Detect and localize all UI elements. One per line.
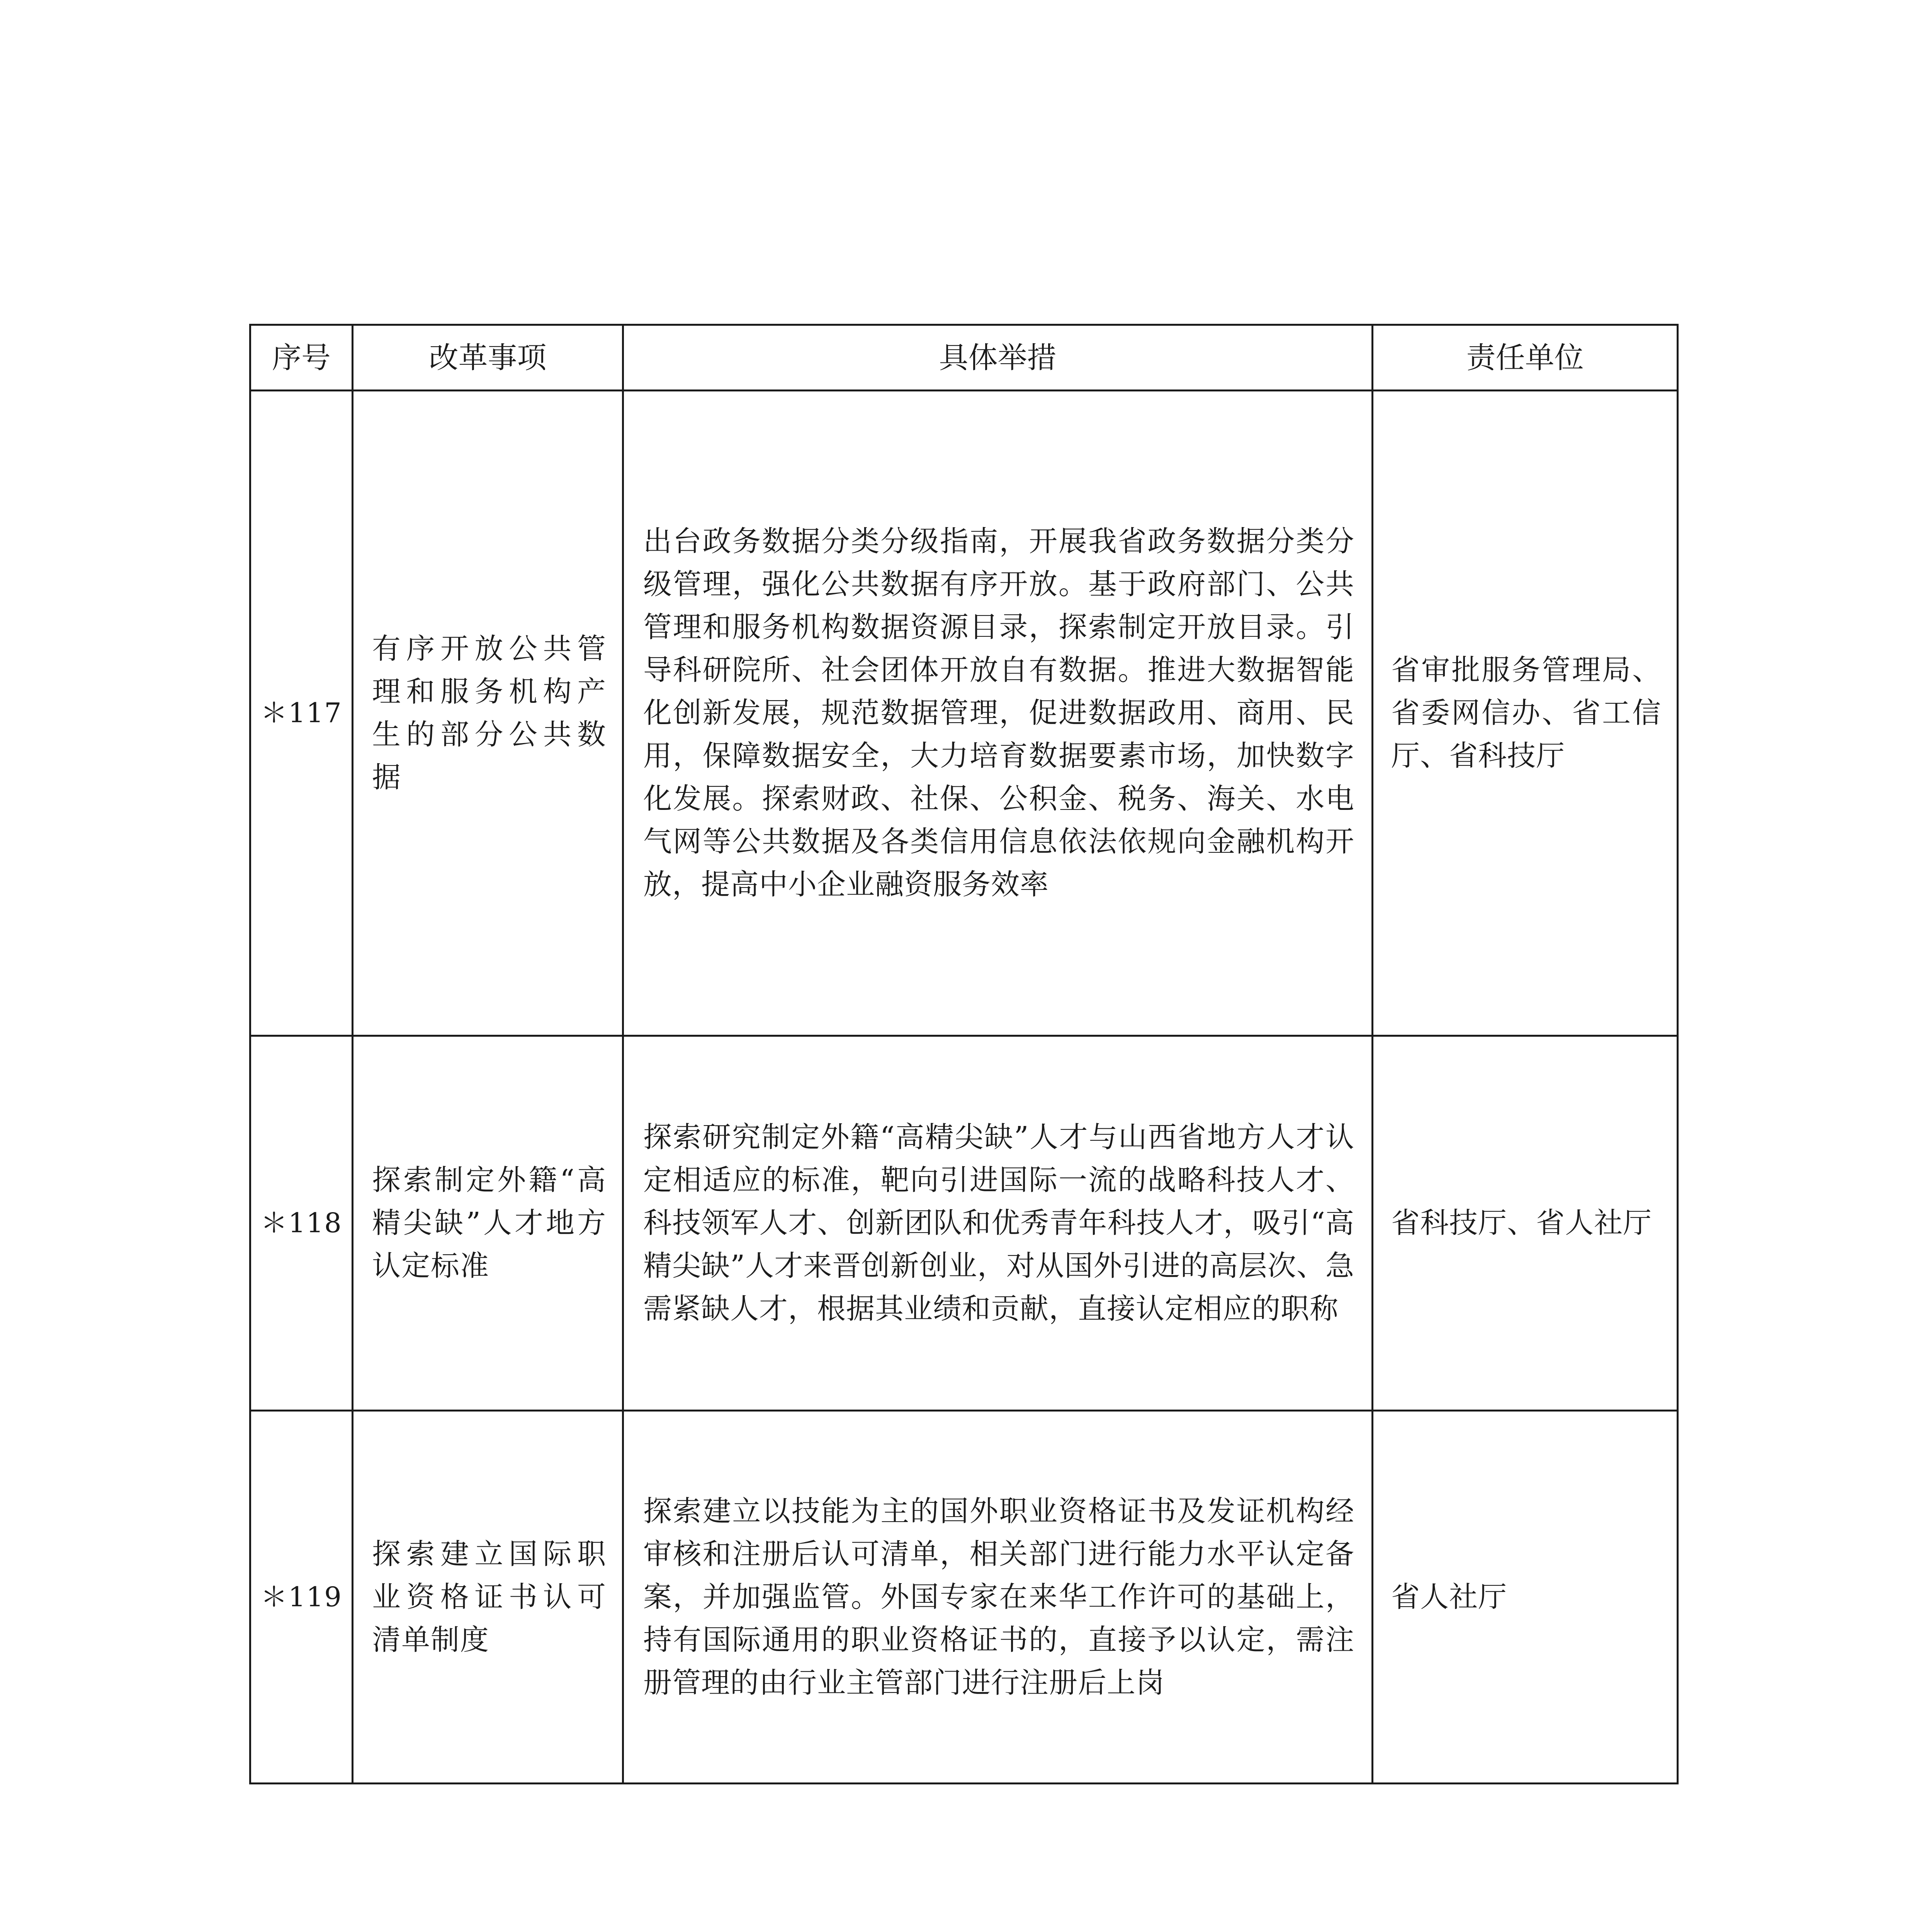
header-serial-number: 序号 (250, 325, 353, 391)
table-row (250, 391, 1678, 1036)
table-header-row (250, 325, 1678, 391)
row-serial-number: ＊119 (250, 1411, 353, 1784)
row-reform-item: 探索制定外籍“高精尖缺”人才地方认定标准 (353, 1036, 623, 1411)
header-reform-item: 改革事项 (353, 325, 623, 391)
row-serial-number: ＊118 (250, 1036, 353, 1411)
row-specific-measures: 探索研究制定外籍“高精尖缺”人才与山西省地方人才认定相适应的标准，靶向引进国际一流的战略科技人才、科技领军人才、创新团队和优秀青年科技人才，吸引“高精尖缺”人才来晋创新创业，对从国外引进的高层次、急需紧缺人才，根据其业绩和贡献，直接认定相应的职称 (623, 1036, 1373, 1411)
row-specific-measures: 探索建立以技能为主的国外职业资格证书及发证机构经审核和注册后认可清单，相关部门进行能力水平认定备案，并加强监管。外国专家在来华工作许可的基础上，持有国际通用的职业资格证书的，直接予以认定，需注册管理的由行业主管部门进行注册后上岗 (623, 1411, 1373, 1784)
row-responsible-unit: 省科技厅、省人社厅 (1373, 1036, 1678, 1411)
reform-measures-table (249, 324, 1679, 1784)
row-responsible-unit: 省人社厅 (1373, 1411, 1678, 1784)
row-specific-measures: 出台政务数据分类分级指南，开展我省政务数据分类分级管理，强化公共数据有序开放。基于政府部门、公共管理和服务机构数据资源目录，探索制定开放目录。引导科研院所、社会团体开放自有数据。推进大数据智能化创新发展，规范数据管理，促进数据政用、商用、民用，保障数据安全，大力培育数据要素市场，加快数字化发展。探索财政、社保、公积金、税务、海关、水电气网等公共数据及各类信用信息依法依规向金融机构开放，提高中小企业融资服务效率 (623, 391, 1373, 1036)
header-responsible-unit: 责任单位 (1373, 325, 1678, 391)
row-serial-number: ＊117 (250, 391, 353, 1036)
table-row (250, 1036, 1678, 1411)
table-row (250, 1411, 1678, 1784)
row-reform-item: 有序开放公共管理和服务机构产生的部分公共数据 (353, 391, 623, 1036)
header-specific-measures: 具体举措 (623, 325, 1373, 391)
row-responsible-unit: 省审批服务管理局、省委网信办、省工信厅、省科技厅 (1373, 391, 1678, 1036)
row-reform-item: 探索建立国际职业资格证书认可清单制度 (353, 1411, 623, 1784)
